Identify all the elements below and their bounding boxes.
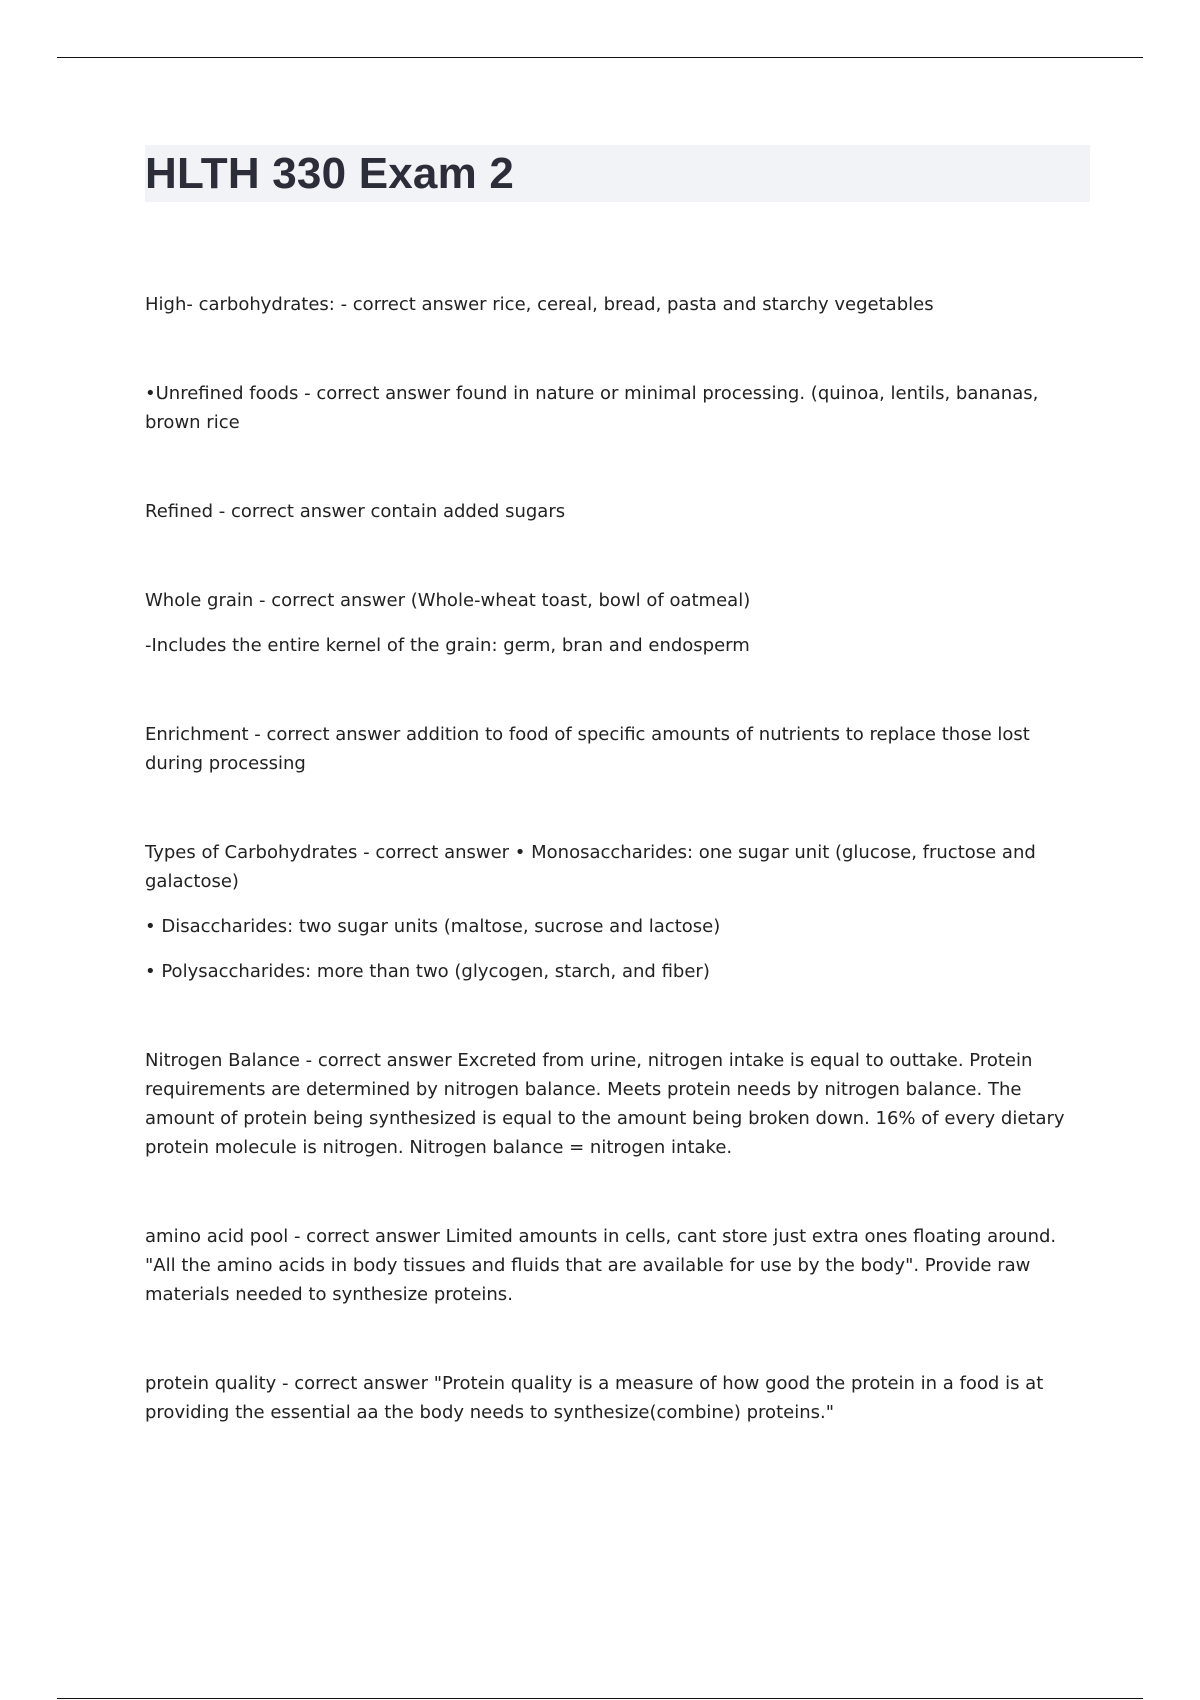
entry-text: •Unrefined foods - correct answer found in nature or minimal processing. (quinoa, lentils, bananas, brown rice (145, 383, 1039, 433)
entry-text: High- carbohydrates: - correct answer rice, cereal, bread, pasta and starchy vegetables (145, 294, 934, 315)
top-divider (57, 57, 1143, 58)
title-banner (145, 145, 1090, 202)
entry-types-of-carbohydrates (145, 838, 1090, 986)
entry-refined (145, 497, 1090, 526)
entry-protein-quality (145, 1369, 1090, 1427)
entry-enrichment (145, 720, 1090, 778)
entry-high-carbohydrates (145, 290, 1090, 319)
bottom-divider (57, 1698, 1143, 1699)
entry-text: Nitrogen Balance - correct answer Excreted from urine, nitrogen intake is equal to outtake. Protein requirements are determined by nitrogen balance. Meets protein needs by nitrogen balance. The amount of protein being synthesized is equal to the amount being broken down. 16% of every dietary protein molecule is nitrogen. Nitrogen balance = nitrogen intake. (145, 1050, 1065, 1158)
entry-nitrogen-balance (145, 1046, 1090, 1162)
entry-amino-acid-pool (145, 1222, 1090, 1309)
entry-subline: -Includes the entire kernel of the grain: germ, bran and endosperm (145, 635, 750, 656)
entry-subline: • Polysaccharides: more than two (glycogen, starch, and fiber) (145, 961, 710, 982)
entry-text: Enrichment - correct answer addition to food of specific amounts of nutrients to replace those lost during processing (145, 724, 1030, 774)
entry-text: Types of Carbohydrates - correct answer • Monosaccharides: one sugar unit (glucose, fructose and galactose) (145, 842, 1036, 892)
entry-subline: • Disaccharides: two sugar units (maltose, sucrose and lactose) (145, 916, 721, 937)
entry-text: amino acid pool - correct answer Limited amounts in cells, cant store just extra ones floating around. "All the amino acids in body tissues and fluids that are available for use by the body". Provide raw materials needed to synthesize proteins. (145, 1226, 1057, 1305)
entry-text: Whole grain - correct answer (Whole-wheat toast, bowl of oatmeal) (145, 590, 751, 611)
entry-whole-grain (145, 586, 1090, 660)
page-title: HLTH 330 Exam 2 (145, 149, 515, 198)
entry-unrefined-foods (145, 379, 1090, 437)
entry-text: Refined - correct answer contain added sugars (145, 501, 566, 522)
document-body (145, 290, 1090, 1487)
entry-text: protein quality - correct answer "Protein quality is a measure of how good the protein in a food is at providing the essential aa the body needs to synthesize(combine) proteins." (145, 1373, 1044, 1423)
